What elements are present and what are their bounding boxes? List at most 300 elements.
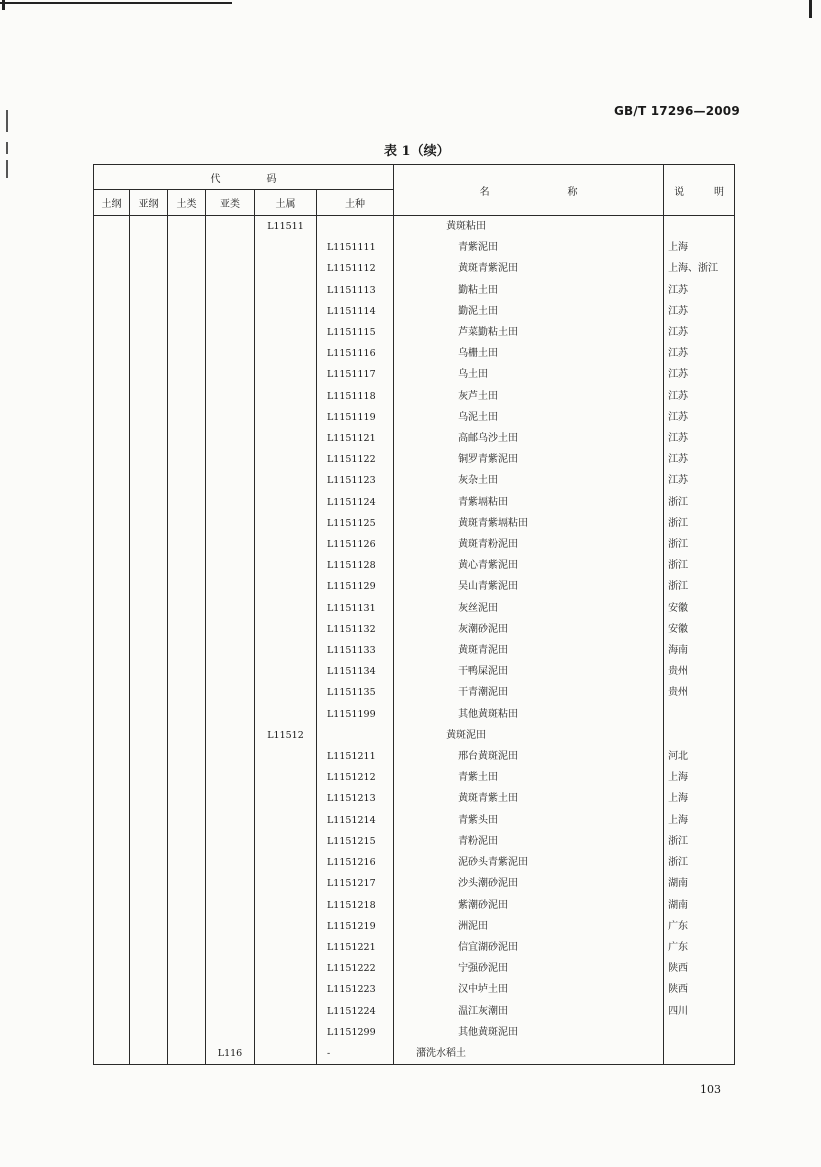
cell-name	[394, 513, 664, 534]
cell-yalei	[206, 576, 255, 597]
scan-margin-tick	[6, 142, 8, 154]
table-caption: 表 1（续）	[384, 144, 450, 159]
cell-tugang	[94, 937, 130, 958]
cell-yagang	[130, 831, 168, 852]
cell-tushu	[255, 958, 317, 979]
cell-tulei	[168, 767, 206, 788]
cell-tulei	[168, 619, 206, 640]
cell-yalei	[206, 979, 255, 1000]
table-row	[94, 598, 735, 619]
cell-name	[394, 1001, 664, 1022]
cell-name	[394, 916, 664, 937]
table-row	[94, 322, 735, 343]
table-row	[94, 1043, 735, 1065]
cell-tushu	[255, 237, 317, 258]
table-row	[94, 513, 735, 534]
cell-tuzhong: L1151224	[317, 1001, 394, 1022]
cell-note: 江苏	[664, 386, 735, 407]
cell-name	[394, 873, 664, 894]
cell-tushu	[255, 1022, 317, 1043]
soil-name-text: 铜罗青紫泥田	[458, 454, 519, 466]
cell-tulei	[168, 470, 206, 491]
table-row	[94, 682, 735, 703]
cell-tuzhong: L1151124	[317, 492, 394, 513]
cell-note: 四川	[664, 1001, 735, 1022]
cell-tuzhong: L1151217	[317, 873, 394, 894]
cell-tulei	[168, 810, 206, 831]
cell-name	[394, 704, 664, 725]
cell-yagang	[130, 640, 168, 661]
cell-tuzhong: -	[317, 1043, 394, 1065]
cell-name	[394, 958, 664, 979]
cell-yagang	[130, 979, 168, 1000]
table-row	[94, 258, 735, 279]
cell-tushu	[255, 619, 317, 640]
cell-name	[394, 1022, 664, 1043]
cell-tugang	[94, 237, 130, 258]
cell-tushu	[255, 916, 317, 937]
cell-tulei	[168, 364, 206, 385]
cell-name	[394, 979, 664, 1000]
cell-yagang	[130, 661, 168, 682]
cell-yagang	[130, 704, 168, 725]
cell-yagang	[130, 725, 168, 746]
table-row	[94, 746, 735, 767]
cell-yagang	[130, 492, 168, 513]
cell-tushu	[255, 364, 317, 385]
cell-name	[394, 555, 664, 576]
cell-note	[664, 216, 735, 238]
cell-tuzhong: L1151222	[317, 958, 394, 979]
cell-yagang	[130, 364, 168, 385]
cell-tugang	[94, 258, 130, 279]
table-row	[94, 958, 735, 979]
cell-yalei	[206, 937, 255, 958]
table-row	[94, 449, 735, 470]
soil-name-text: 干鸭屎泥田	[458, 666, 509, 678]
cell-tulei	[168, 386, 206, 407]
cell-yalei	[206, 449, 255, 470]
cell-name	[394, 852, 664, 873]
cell-tugang	[94, 958, 130, 979]
cell-tuzhong: L1151113	[317, 280, 394, 301]
cell-tushu	[255, 810, 317, 831]
cell-note: 浙江	[664, 831, 735, 852]
cell-note: 湖南	[664, 895, 735, 916]
cell-tugang	[94, 428, 130, 449]
cell-yagang	[130, 534, 168, 555]
cell-yagang	[130, 767, 168, 788]
cell-tuzhong	[317, 725, 394, 746]
cell-note: 陕西	[664, 979, 735, 1000]
table-row	[94, 576, 735, 597]
table-row	[94, 725, 735, 746]
cell-tulei	[168, 958, 206, 979]
cell-tulei	[168, 1001, 206, 1022]
cell-tugang	[94, 767, 130, 788]
table-row	[94, 364, 735, 385]
cell-tulei	[168, 916, 206, 937]
cell-tushu	[255, 449, 317, 470]
cell-note	[664, 704, 735, 725]
cell-note	[664, 725, 735, 746]
cell-yagang	[130, 301, 168, 322]
cell-note: 上海	[664, 767, 735, 788]
cell-tugang	[94, 619, 130, 640]
soil-classification-table	[93, 164, 735, 1065]
cell-tulei	[168, 788, 206, 809]
cell-tuzhong: L1151129	[317, 576, 394, 597]
cell-name	[394, 767, 664, 788]
cell-tulei	[168, 301, 206, 322]
cell-tushu: L11512	[255, 725, 317, 746]
cell-tugang	[94, 661, 130, 682]
cell-tushu	[255, 682, 317, 703]
header-yalei: 亚类	[206, 190, 255, 216]
cell-tuzhong: L1151216	[317, 852, 394, 873]
cell-name	[394, 534, 664, 555]
cell-note: 安徽	[664, 619, 735, 640]
cell-tulei	[168, 1022, 206, 1043]
cell-note: 江苏	[664, 470, 735, 491]
cell-tuzhong: L1151299	[317, 1022, 394, 1043]
cell-yagang	[130, 958, 168, 979]
table-row	[94, 470, 735, 491]
header-yagang: 亚纲	[130, 190, 168, 216]
cell-tuzhong: L1151211	[317, 746, 394, 767]
cell-note: 江苏	[664, 322, 735, 343]
soil-name-text: 乌栅土田	[458, 348, 499, 360]
cell-yalei	[206, 1022, 255, 1043]
cell-note: 江苏	[664, 449, 735, 470]
cell-tushu	[255, 937, 317, 958]
scan-margin-tick	[6, 110, 8, 132]
cell-tulei	[168, 682, 206, 703]
cell-tugang	[94, 555, 130, 576]
cell-tugang	[94, 704, 130, 725]
cell-tuzhong: L1151221	[317, 937, 394, 958]
soil-name-text: 干青潮泥田	[458, 687, 509, 699]
cell-tugang	[94, 492, 130, 513]
soil-name-text: 灰潮砂泥田	[458, 623, 509, 635]
soil-name-text: 黄斑青粉泥田	[458, 539, 519, 551]
soil-name-text: 青紫土田	[458, 772, 499, 784]
cell-tulei	[168, 216, 206, 238]
cell-tuzhong: L1151118	[317, 386, 394, 407]
cell-yalei	[206, 831, 255, 852]
table-body	[94, 216, 735, 1065]
cell-yalei	[206, 237, 255, 258]
cell-yalei	[206, 534, 255, 555]
cell-yalei	[206, 386, 255, 407]
cell-note: 湖南	[664, 873, 735, 894]
cell-tugang	[94, 788, 130, 809]
cell-yalei	[206, 258, 255, 279]
cell-name	[394, 640, 664, 661]
cell-note: 陕西	[664, 958, 735, 979]
cell-yalei	[206, 428, 255, 449]
cell-yagang	[130, 916, 168, 937]
cell-name	[394, 364, 664, 385]
cell-tuzhong: L1151117	[317, 364, 394, 385]
soil-name-text: 黄斑青紫土田	[458, 793, 519, 805]
cell-tulei	[168, 576, 206, 597]
cell-tulei	[168, 873, 206, 894]
cell-tuzhong: L1151218	[317, 895, 394, 916]
cell-name	[394, 746, 664, 767]
cell-name	[394, 725, 664, 746]
cell-tushu	[255, 301, 317, 322]
cell-name	[394, 1043, 664, 1065]
cell-tulei	[168, 725, 206, 746]
cell-name	[394, 831, 664, 852]
cell-yagang	[130, 343, 168, 364]
cell-tushu	[255, 428, 317, 449]
cell-yalei	[206, 407, 255, 428]
cell-tulei	[168, 258, 206, 279]
cell-name	[394, 386, 664, 407]
cell-note: 江苏	[664, 428, 735, 449]
table-row	[94, 280, 735, 301]
cell-tugang	[94, 895, 130, 916]
cell-tulei	[168, 322, 206, 343]
table-row	[94, 555, 735, 576]
cell-tushu	[255, 767, 317, 788]
cell-tugang	[94, 1001, 130, 1022]
cell-tulei	[168, 852, 206, 873]
cell-tushu	[255, 895, 317, 916]
cell-yagang	[130, 555, 168, 576]
cell-tuzhong: L1151114	[317, 301, 394, 322]
cell-tushu	[255, 979, 317, 1000]
cell-tuzhong: L1151119	[317, 407, 394, 428]
cell-yalei	[206, 895, 255, 916]
soil-name-text: 黄斑青紫泥田	[458, 263, 519, 275]
cell-tuzhong: L1151215	[317, 831, 394, 852]
cell-tugang	[94, 322, 130, 343]
soil-name-text: 黄斑粘田	[446, 221, 487, 232]
cell-yalei	[206, 492, 255, 513]
scan-corner-mark	[2, 0, 13, 10]
cell-tushu	[255, 852, 317, 873]
cell-note: 广东	[664, 937, 735, 958]
soil-name-text: 乌泥土田	[458, 411, 499, 423]
cell-tuzhong: L1151214	[317, 810, 394, 831]
cell-tushu	[255, 788, 317, 809]
cell-tushu	[255, 407, 317, 428]
cell-yalei	[206, 873, 255, 894]
table-row	[94, 831, 735, 852]
cell-tushu	[255, 746, 317, 767]
cell-tushu	[255, 386, 317, 407]
cell-yalei	[206, 916, 255, 937]
soil-name-text: 沙头潮砂泥田	[458, 878, 519, 890]
cell-tulei	[168, 1043, 206, 1065]
cell-yalei	[206, 555, 255, 576]
cell-note: 上海	[664, 237, 735, 258]
table-row	[94, 873, 735, 894]
cell-tugang	[94, 470, 130, 491]
soil-name-text: 黄斑青紫塥粘田	[458, 517, 529, 529]
header-name: 名 称	[394, 165, 664, 216]
cell-name	[394, 895, 664, 916]
cell-yagang	[130, 576, 168, 597]
table-row	[94, 343, 735, 364]
cell-tugang	[94, 1043, 130, 1065]
cell-name	[394, 407, 664, 428]
soil-name-text: 芦菜勤粘土田	[458, 327, 519, 339]
cell-yagang	[130, 1022, 168, 1043]
cell-tuzhong: L1151121	[317, 428, 394, 449]
cell-tuzhong: L1151219	[317, 916, 394, 937]
cell-yalei: L116	[206, 1043, 255, 1065]
cell-tushu	[255, 470, 317, 491]
cell-yalei	[206, 301, 255, 322]
cell-tushu	[255, 704, 317, 725]
header-tulei: 土类	[168, 190, 206, 216]
cell-name	[394, 322, 664, 343]
cell-note: 河北	[664, 746, 735, 767]
cell-note: 浙江	[664, 492, 735, 513]
cell-tulei	[168, 555, 206, 576]
cell-tugang	[94, 831, 130, 852]
cell-yalei	[206, 1001, 255, 1022]
cell-yalei	[206, 767, 255, 788]
cell-tulei	[168, 895, 206, 916]
cell-yalei	[206, 661, 255, 682]
cell-yagang	[130, 407, 168, 428]
cell-yalei	[206, 598, 255, 619]
cell-note: 贵州	[664, 661, 735, 682]
cell-name	[394, 258, 664, 279]
cell-note: 上海	[664, 788, 735, 809]
table-row	[94, 237, 735, 258]
cell-tugang	[94, 407, 130, 428]
cell-tulei	[168, 746, 206, 767]
cell-yalei	[206, 725, 255, 746]
cell-tuzhong: L1151126	[317, 534, 394, 555]
cell-tushu	[255, 280, 317, 301]
cell-tugang	[94, 640, 130, 661]
cell-tugang	[94, 216, 130, 238]
cell-yalei	[206, 280, 255, 301]
cell-tushu	[255, 661, 317, 682]
cell-yagang	[130, 386, 168, 407]
cell-tuzhong: L1151132	[317, 619, 394, 640]
soil-name-text: 勤泥土田	[458, 305, 499, 317]
cell-note: 安徽	[664, 598, 735, 619]
cell-name	[394, 619, 664, 640]
cell-yalei	[206, 746, 255, 767]
table-row	[94, 386, 735, 407]
cell-tulei	[168, 492, 206, 513]
cell-tuzhong: L1151115	[317, 322, 394, 343]
cell-note: 江苏	[664, 364, 735, 385]
soil-name-text: 信宜湖砂泥田	[458, 941, 519, 953]
cell-name	[394, 216, 664, 238]
cell-tuzhong: L1151112	[317, 258, 394, 279]
cell-name	[394, 470, 664, 491]
soil-name-text: 黄心青紫泥田	[458, 560, 519, 572]
cell-tuzhong: L1151213	[317, 788, 394, 809]
cell-name	[394, 937, 664, 958]
soil-name-text: 吴山青紫泥田	[458, 581, 519, 593]
cell-yagang	[130, 619, 168, 640]
table-row	[94, 979, 735, 1000]
cell-tushu	[255, 576, 317, 597]
cell-tulei	[168, 831, 206, 852]
page-number: 103	[700, 1083, 721, 1096]
table-row	[94, 301, 735, 322]
cell-tulei	[168, 534, 206, 555]
cell-yalei	[206, 640, 255, 661]
cell-note: 上海	[664, 810, 735, 831]
cell-yagang	[130, 873, 168, 894]
cell-yagang	[130, 258, 168, 279]
header-note: 说 明	[664, 165, 735, 216]
cell-tuzhong: L1151135	[317, 682, 394, 703]
cell-name	[394, 237, 664, 258]
cell-yalei	[206, 322, 255, 343]
soil-name-text: 邢台黄斑泥田	[458, 751, 519, 763]
scan-corner-mark-right	[809, 0, 812, 18]
soil-name-text: 青紫泥田	[458, 242, 499, 254]
cell-yagang	[130, 470, 168, 491]
cell-tugang	[94, 746, 130, 767]
cell-tulei	[168, 237, 206, 258]
cell-yalei	[206, 704, 255, 725]
cell-tulei	[168, 280, 206, 301]
table-row	[94, 788, 735, 809]
table-row	[94, 916, 735, 937]
soil-name-text: 洲泥田	[458, 920, 489, 932]
cell-yalei	[206, 619, 255, 640]
cell-tugang	[94, 682, 130, 703]
cell-tulei	[168, 428, 206, 449]
cell-tuzhong: L1151125	[317, 513, 394, 534]
cell-tugang	[94, 725, 130, 746]
cell-tushu	[255, 640, 317, 661]
scan-edge-line	[0, 2, 232, 4]
cell-tulei	[168, 937, 206, 958]
soil-name-text: 灰丝泥田	[458, 602, 499, 614]
cell-yagang	[130, 746, 168, 767]
cell-yagang	[130, 428, 168, 449]
cell-yalei	[206, 958, 255, 979]
cell-yagang	[130, 788, 168, 809]
table-row	[94, 216, 735, 238]
soil-name-text: 紫潮砂泥田	[458, 899, 509, 911]
cell-tugang	[94, 364, 130, 385]
cell-tugang	[94, 386, 130, 407]
soil-name-text: 温江灰潮田	[458, 1005, 509, 1017]
cell-tushu	[255, 513, 317, 534]
cell-tulei	[168, 640, 206, 661]
cell-tushu	[255, 534, 317, 555]
cell-name	[394, 492, 664, 513]
header-tuzhong: 土种	[317, 190, 394, 216]
cell-note: 上海、浙江	[664, 258, 735, 279]
cell-yagang	[130, 237, 168, 258]
cell-note: 江苏	[664, 343, 735, 364]
cell-yalei	[206, 513, 255, 534]
header-tugang: 土纲	[94, 190, 130, 216]
cell-tuzhong: L1151122	[317, 449, 394, 470]
table-row	[94, 810, 735, 831]
cell-yagang	[130, 322, 168, 343]
cell-name	[394, 343, 664, 364]
cell-tugang	[94, 534, 130, 555]
